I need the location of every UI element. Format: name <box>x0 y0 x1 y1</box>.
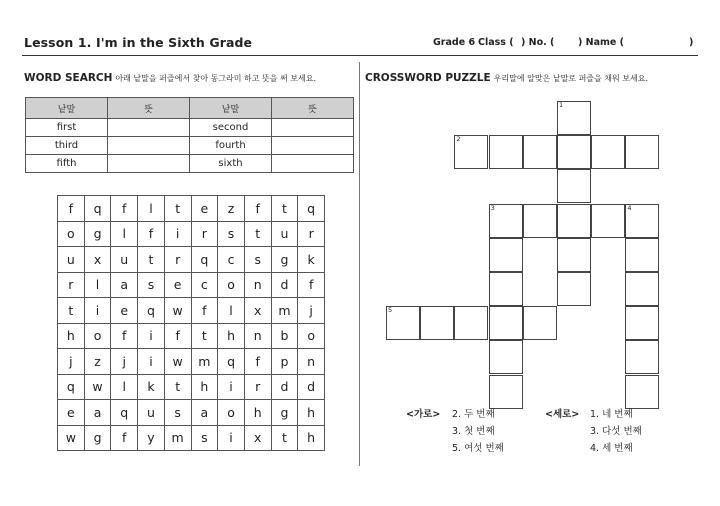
grid-letter[interactable]: k <box>138 375 165 401</box>
grid-letter[interactable]: h <box>298 426 325 452</box>
grid-letter[interactable]: f <box>165 324 192 350</box>
grid-letter[interactable]: f <box>111 324 138 350</box>
crossword-cell[interactable] <box>523 204 557 238</box>
grid-letter[interactable]: o <box>298 324 325 350</box>
grid-letter[interactable]: z <box>218 196 245 222</box>
grid-letter[interactable]: d <box>272 375 299 401</box>
word-search-grid <box>57 195 325 451</box>
grid-letter[interactable]: r <box>298 222 325 248</box>
crossword-instruction: 우리말에 알맞은 낱말로 퍼즐을 채워 보세요. <box>493 74 649 83</box>
grid-letter[interactable]: g <box>85 222 112 248</box>
crossword-cell[interactable] <box>557 169 591 203</box>
grid-letter[interactable]: x <box>245 426 272 452</box>
grid-letter[interactable]: i <box>218 375 245 401</box>
page-title: Lesson 1. I'm in the Sixth Grade <box>24 35 253 50</box>
grid-letter[interactable]: a <box>111 273 138 299</box>
grid-letter[interactable]: c <box>218 247 245 273</box>
grid-letter[interactable]: t <box>272 426 299 452</box>
crossword-cell[interactable] <box>489 272 523 306</box>
grid-letter[interactable]: y <box>138 426 165 452</box>
grid-letter[interactable]: s <box>245 247 272 273</box>
crossword-cell[interactable] <box>625 375 659 409</box>
col-meaning-1: 뜻 <box>108 98 190 119</box>
grid-letter[interactable]: u <box>138 400 165 426</box>
crossword-cell[interactable] <box>420 306 454 340</box>
clue-number: 1 <box>559 101 564 109</box>
grid-letter[interactable]: h <box>218 324 245 350</box>
grid-letter[interactable]: g <box>85 426 112 452</box>
vocab-word: first <box>26 119 108 137</box>
grid-letter[interactable]: t <box>165 196 192 222</box>
clue-number: 2 <box>456 135 461 144</box>
grid-letter[interactable]: h <box>192 375 219 401</box>
grid-letter[interactable]: q <box>298 196 325 222</box>
grid-letter[interactable]: w <box>85 375 112 401</box>
down-clue: 1. 네 번째 <box>590 409 633 420</box>
grid-letter[interactable]: i <box>138 324 165 350</box>
grid-letter[interactable]: w <box>165 298 192 324</box>
crossword-cell[interactable] <box>454 306 488 340</box>
grid-letter[interactable]: w <box>58 426 85 452</box>
meaning-blank[interactable] <box>272 137 354 155</box>
crossword-cell[interactable] <box>557 135 591 169</box>
grid-letter[interactable]: q <box>111 400 138 426</box>
grid-letter[interactable]: t <box>272 196 299 222</box>
grid-letter[interactable]: r <box>165 247 192 273</box>
meaning-blank[interactable] <box>108 119 190 137</box>
grid-letter[interactable]: g <box>272 400 299 426</box>
grid-letter[interactable]: r <box>58 273 85 299</box>
grid-letter[interactable]: t <box>165 375 192 401</box>
grid-letter[interactable]: x <box>245 298 272 324</box>
grid-letter[interactable]: q <box>138 298 165 324</box>
grid-letter[interactable]: f <box>245 196 272 222</box>
across-clue: 2. 두 번째 <box>452 409 495 420</box>
vocab-word: second <box>190 119 272 137</box>
across-label: <가로> <box>406 409 441 420</box>
crossword-cell[interactable] <box>489 340 523 374</box>
grid-letter[interactable]: q <box>218 349 245 375</box>
clue-number: 4 <box>627 203 632 212</box>
grid-letter[interactable]: f <box>192 298 219 324</box>
grid-letter[interactable]: j <box>298 298 325 324</box>
grade-label: Grade 6 <box>433 37 476 48</box>
grid-letter[interactable]: o <box>218 400 245 426</box>
crossword-cell[interactable] <box>386 306 420 340</box>
meaning-blank[interactable] <box>108 155 190 173</box>
name-close: ) <box>689 37 694 48</box>
grid-letter[interactable]: f <box>298 273 325 299</box>
grid-letter[interactable]: p <box>272 349 299 375</box>
grid-letter[interactable]: l <box>111 222 138 248</box>
grid-letter[interactable]: z <box>85 349 112 375</box>
grid-letter[interactable]: f <box>138 222 165 248</box>
crossword-cell[interactable] <box>523 306 557 340</box>
crossword-cell[interactable] <box>591 135 625 169</box>
grid-letter[interactable]: e <box>58 400 85 426</box>
crossword-cell[interactable] <box>625 135 659 169</box>
vocab-word: sixth <box>190 155 272 173</box>
section-divider <box>359 62 360 466</box>
grid-letter[interactable]: m <box>192 349 219 375</box>
grid-letter[interactable]: i <box>218 426 245 452</box>
grid-letter[interactable]: q <box>192 247 219 273</box>
grid-letter[interactable]: e <box>192 196 219 222</box>
grid-letter[interactable]: n <box>245 273 272 299</box>
across-clue: 5. 여섯 번째 <box>452 443 504 454</box>
grid-letter[interactable]: l <box>138 196 165 222</box>
across-clue: 3. 첫 번째 <box>452 426 495 437</box>
vocab-word: third <box>26 137 108 155</box>
crossword-cell[interactable] <box>557 238 591 272</box>
table-row <box>26 137 354 155</box>
grid-letter[interactable]: t <box>58 298 85 324</box>
grid-letter[interactable]: h <box>58 324 85 350</box>
grid-letter[interactable]: e <box>111 298 138 324</box>
grid-letter[interactable]: j <box>58 349 85 375</box>
word-search-heading <box>24 72 316 84</box>
grid-letter[interactable]: f <box>245 349 272 375</box>
crossword-cell[interactable] <box>557 272 591 306</box>
grid-letter[interactable]: h <box>298 400 325 426</box>
no-label: ) No. ( <box>521 37 555 48</box>
grid-letter[interactable]: r <box>245 375 272 401</box>
grid-letter[interactable]: a <box>192 400 219 426</box>
crossword-cell[interactable] <box>489 306 523 340</box>
grid-letter[interactable]: s <box>218 222 245 248</box>
header-rule <box>22 55 698 56</box>
down-clue: 3. 다섯 번째 <box>590 426 642 437</box>
col-meaning-2: 뜻 <box>272 98 354 119</box>
vocab-header-row <box>26 98 354 119</box>
down-label: <세로> <box>545 409 580 420</box>
grid-letter[interactable]: n <box>298 349 325 375</box>
grid-letter[interactable]: a <box>85 400 112 426</box>
name-label: ) Name ( <box>578 37 625 48</box>
grid-letter[interactable]: d <box>272 273 299 299</box>
grid-letter[interactable]: s <box>138 273 165 299</box>
crossword-cell[interactable] <box>557 101 591 135</box>
crossword-cell[interactable] <box>454 135 488 169</box>
down-clue: 4. 세 번째 <box>590 443 633 454</box>
grid-letter[interactable]: n <box>245 324 272 350</box>
grid-letter[interactable]: i <box>138 349 165 375</box>
grid-letter[interactable]: q <box>58 375 85 401</box>
grid-letter[interactable]: s <box>165 400 192 426</box>
col-word-2: 낱말 <box>190 98 272 119</box>
meaning-blank[interactable] <box>108 137 190 155</box>
crossword-cell[interactable] <box>625 306 659 340</box>
crossword-cell[interactable] <box>489 375 523 409</box>
grid-letter[interactable]: m <box>272 298 299 324</box>
crossword-cell[interactable] <box>591 204 625 238</box>
grid-letter[interactable]: o <box>85 324 112 350</box>
grid-letter[interactable]: t <box>138 247 165 273</box>
grid-letter[interactable]: h <box>245 400 272 426</box>
crossword-cell[interactable] <box>625 272 659 306</box>
crossword-cell[interactable] <box>625 204 659 238</box>
grid-letter[interactable]: f <box>111 196 138 222</box>
crossword-cell[interactable] <box>557 204 591 238</box>
clue-number: 5 <box>388 306 393 315</box>
grid-letter[interactable]: d <box>298 375 325 401</box>
grid-letter[interactable]: l <box>85 273 112 299</box>
grid-letter[interactable]: i <box>165 222 192 248</box>
grid-letter[interactable]: o <box>58 222 85 248</box>
vocab-table <box>25 97 354 173</box>
grid-letter[interactable]: t <box>192 324 219 350</box>
grid-letter[interactable]: g <box>272 247 299 273</box>
grid-letter[interactable]: f <box>58 196 85 222</box>
grid-letter[interactable]: k <box>298 247 325 273</box>
grid-letter[interactable]: l <box>218 298 245 324</box>
class-label: Class ( <box>478 37 514 48</box>
grid-letter[interactable]: t <box>245 222 272 248</box>
clue-number: 3 <box>490 203 495 212</box>
grid-letter[interactable]: m <box>165 426 192 452</box>
grid-letter[interactable]: q <box>85 196 112 222</box>
crossword-cell[interactable] <box>489 238 523 272</box>
col-word-1: 낱말 <box>26 98 108 119</box>
meaning-blank[interactable] <box>272 155 354 173</box>
vocab-word: fourth <box>190 137 272 155</box>
grid-letter[interactable]: e <box>165 273 192 299</box>
grid-letter[interactable]: f <box>111 426 138 452</box>
table-row <box>26 119 354 137</box>
grid-letter[interactable]: b <box>272 324 299 350</box>
grid-letter[interactable]: u <box>58 247 85 273</box>
word-search-instruction: 아래 낱말을 퍼즐에서 찾아 동그라미 하고 뜻을 써 보세요. <box>115 74 317 83</box>
crossword-cell[interactable] <box>523 135 557 169</box>
grid-letter[interactable]: i <box>85 298 112 324</box>
grid-letter[interactable]: r <box>192 222 219 248</box>
crossword-heading <box>365 72 648 84</box>
crossword-cell[interactable] <box>625 340 659 374</box>
table-row <box>26 155 354 173</box>
grid-letter[interactable]: j <box>111 349 138 375</box>
grid-letter[interactable]: u <box>111 247 138 273</box>
grid-letter[interactable]: x <box>85 247 112 273</box>
crossword-title: CROSSWORD PUZZLE <box>365 72 491 84</box>
vocab-word: fifth <box>26 155 108 173</box>
crossword-cell[interactable] <box>489 135 523 169</box>
crossword-cell[interactable] <box>625 238 659 272</box>
grid-letter[interactable]: w <box>165 349 192 375</box>
meaning-blank[interactable] <box>272 119 354 137</box>
grid-letter[interactable]: l <box>111 375 138 401</box>
grid-letter[interactable]: s <box>192 426 219 452</box>
grid-letter[interactable]: o <box>218 273 245 299</box>
grid-letter[interactable]: c <box>192 273 219 299</box>
word-search-title: WORD SEARCH <box>24 72 113 84</box>
crossword-cell[interactable] <box>489 204 523 238</box>
grid-letter[interactable]: u <box>272 222 299 248</box>
